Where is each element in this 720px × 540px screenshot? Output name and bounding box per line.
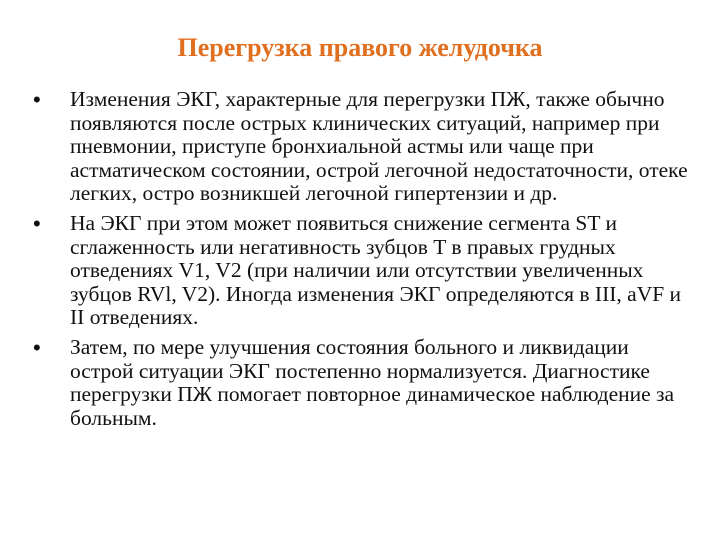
- bullet-dot-icon: •: [33, 87, 41, 112]
- bullet-item: [33, 336, 693, 430]
- slide-title: Перегрузка правого желудочка: [177, 33, 543, 62]
- bullet-list: [33, 88, 693, 436]
- bullet-text: Изменения ЭКГ, характерные для перегрузки ПЖ, также обычно появляются после острых клинических ситуаций, например при пневмонии, приступе бронхиальной астмы или чаще при астматическом состоянии, острой легочной недостаточности, отеке легких, остро возникшей легочной гипертензии и др.: [70, 87, 688, 206]
- bullet-dot-icon: •: [33, 334, 41, 360]
- bullet-text: На ЭКГ при этом может появиться снижение сегмента ST и сглаженность или негативность зубцов T в правых грудных отведениях V1, V2 (при наличии или отсутствии увеличенных зубцов RVl, V2). Иногда изменения ЭКГ определяются в III, aVF и II отведениях.: [70, 210, 682, 330]
- bullet-dot-icon: •: [33, 210, 41, 236]
- bullet-item: [33, 88, 693, 206]
- bullet-text: Затем, по мере улучшения состояния больного и ликвидации острой ситуации ЭКГ постепенно нормализуется. Диагностике перегрузки ПЖ помогает повторное динамическое наблюдение за больным.: [70, 334, 675, 430]
- bullet-item: [33, 212, 693, 330]
